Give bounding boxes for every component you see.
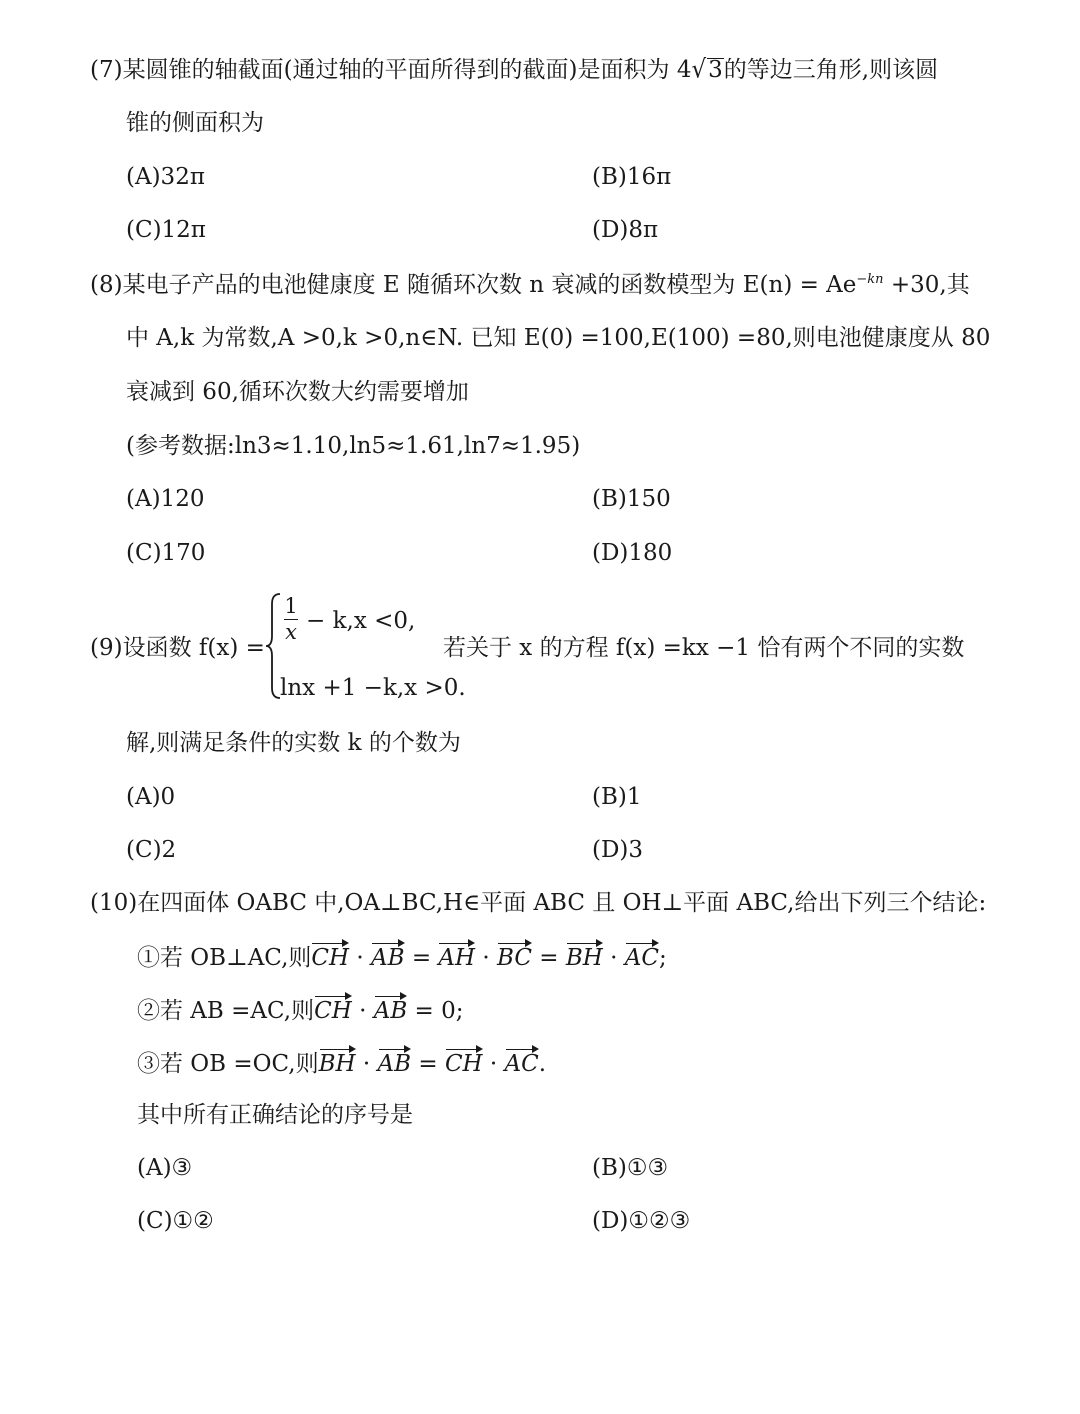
- period: .: [538, 1051, 547, 1077]
- eq-op: =: [531, 945, 566, 971]
- dot-op: ·: [349, 945, 371, 971]
- q7-line-1: [90, 55, 939, 85]
- q9-fraction: [284, 596, 298, 643]
- q9-lead: (9)设函数 f(x) =: [90, 635, 265, 661]
- q10-statement-2: [137, 996, 464, 1023]
- q8-option-a: (A)120: [126, 486, 205, 512]
- q10-option-d: (D)①②③: [592, 1208, 691, 1234]
- eq-op: =: [411, 1051, 445, 1077]
- q10-question: 其中所有正确结论的序号是: [137, 1102, 413, 1128]
- q8-exponent: −kn: [856, 272, 884, 287]
- q7-line-2: 锥的侧面积为: [126, 110, 264, 136]
- q8-option-d: (D)180: [592, 540, 673, 566]
- vector-ah: AH: [438, 945, 476, 971]
- q7-text-a: (7)某圆锥的轴截面(通过轴的平面所得到的截面)是面积为 4: [90, 57, 692, 83]
- q7-text-b: 的等边三角形,则该圆: [723, 57, 939, 83]
- q9-option-d: (D)3: [592, 837, 644, 863]
- s3-prefix: ③若 OB =OC,则: [137, 1051, 319, 1077]
- q8-option-c: (C)170: [126, 540, 206, 566]
- q10-option-c: (C)①②: [137, 1208, 214, 1234]
- s2-prefix: ②若 AB =AC,则: [137, 998, 315, 1024]
- q10-statement-3: [137, 1049, 546, 1076]
- q8-reference-data: (参考数据:ln3≈1.10,ln5≈1.61,ln7≈1.95): [126, 433, 581, 459]
- q9-case-1: − k,x <0,: [306, 608, 416, 634]
- q9-case-2: lnx +1 −k,x >0.: [280, 675, 466, 701]
- sqrt-sign: √: [691, 55, 707, 85]
- semicolon: ;: [659, 945, 667, 971]
- semicolon: ;: [455, 998, 464, 1024]
- q8-line-1: [90, 273, 970, 297]
- vector-ch: CH: [314, 998, 352, 1024]
- dot-op: ·: [602, 945, 625, 971]
- vector-ac: AC: [504, 1051, 539, 1077]
- zero: 0: [441, 998, 456, 1024]
- vector-ab: AB: [377, 1051, 412, 1077]
- q10-option-a: (A)③: [137, 1155, 193, 1181]
- vector-bc: BC: [497, 945, 532, 971]
- vector-ch: CH: [444, 1051, 483, 1077]
- dot-op: ·: [482, 1051, 505, 1077]
- q9-option-b: (B)1: [592, 784, 642, 810]
- q8-line-3: 衰减到 60,循环次数大约需要增加: [126, 379, 469, 405]
- dot-op: ·: [351, 998, 374, 1024]
- vector-ac: AC: [624, 945, 659, 971]
- s1-prefix: ①若 OB⊥AC,则: [137, 945, 312, 971]
- q7-option-c: (C)12π: [126, 217, 206, 243]
- eq-op: =: [404, 945, 439, 971]
- q7-sqrt-arg: 3: [708, 57, 723, 83]
- q9-option-a: (A)0: [126, 784, 176, 810]
- q8-option-b: (B)150: [592, 486, 671, 512]
- vector-bh: BH: [318, 1051, 356, 1077]
- vector-ab: AB: [371, 945, 405, 971]
- eq-op: =: [407, 998, 442, 1024]
- q7-option-b: (B)16π: [592, 164, 672, 190]
- q10-statement-1: [137, 943, 667, 970]
- dot-op: ·: [355, 1051, 378, 1077]
- q7-option-d: (D)8π: [592, 217, 659, 243]
- vector-bh: BH: [565, 945, 603, 971]
- q10-option-b: (B)①③: [592, 1155, 669, 1181]
- vector-ch: CH: [311, 945, 350, 971]
- q9-line-1-tail: 若关于 x 的方程 f(x) =kx −1 恰有两个不同的实数: [443, 635, 965, 661]
- q9-frac-den: x: [285, 620, 297, 644]
- q8-line-2: 中 A,k 为常数,A >0,k >0,n∈N. 已知 E(0) =100,E(100) =80,则电池健康度从 80: [126, 325, 991, 351]
- q9-line-2: 解,则满足条件的实数 k 的个数为: [126, 730, 461, 756]
- q8-text-b: +30,其: [883, 272, 970, 298]
- q10-line-1: (10)在四面体 OABC 中,OA⊥BC,H∈平面 ABC 且 OH⊥平面 ABC,给出下列三个结论:: [90, 890, 987, 916]
- q9-frac-num: 1: [284, 594, 298, 618]
- q8-text-a: (8)某电子产品的电池健康度 E 随循环次数 n 衰减的函数模型为 E(n) = Ae: [90, 272, 857, 298]
- dot-op: ·: [475, 945, 498, 971]
- vector-ab: AB: [373, 998, 408, 1024]
- q9-option-c: (C)2: [126, 837, 177, 863]
- q7-option-a: (A)32π: [126, 164, 205, 190]
